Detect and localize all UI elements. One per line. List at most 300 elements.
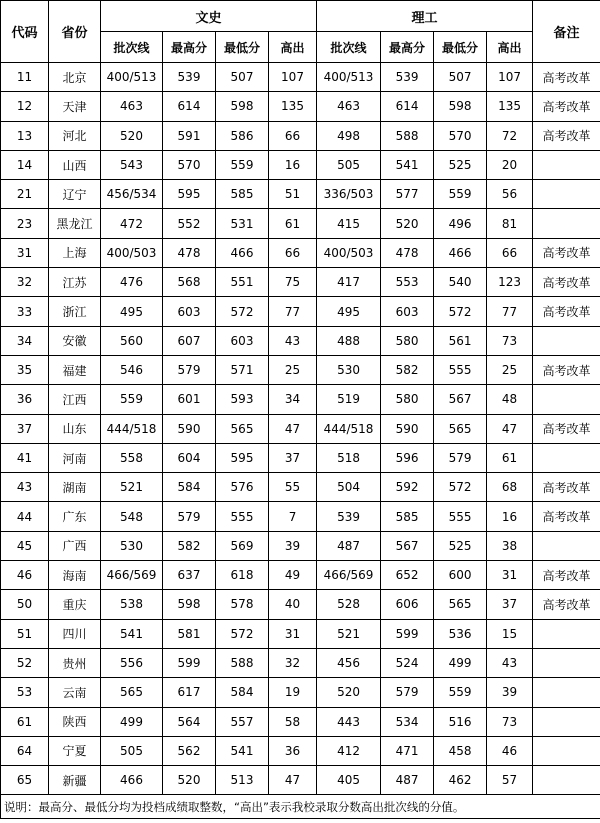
wen-min-cell: 588 [216,648,269,677]
wen-diff-cell: 75 [269,268,317,297]
li-diff-cell: 16 [487,502,533,531]
li-batch-cell: 400/503 [317,238,381,267]
wen-batch-cell: 546 [101,355,163,384]
wen-min-cell: 584 [216,678,269,707]
wen-min-cell: 572 [216,619,269,648]
table-row [1,268,600,297]
li-diff-cell: 56 [487,180,533,209]
wen-min-cell: 585 [216,180,269,209]
wen-batch-cell: 559 [101,385,163,414]
wen-max-cell: 520 [163,766,216,795]
code-cell: 43 [1,473,49,502]
wen-batch-cell: 495 [101,297,163,326]
code-cell: 13 [1,121,49,150]
wen-max-cell: 579 [163,355,216,384]
wen-min-cell: 593 [216,385,269,414]
wen-max-cell: 607 [163,326,216,355]
li-batch-cell: 466/569 [317,561,381,590]
remark-cell [533,150,600,179]
wen-batch-cell: 543 [101,150,163,179]
remark-cell [533,648,600,677]
wen-diff-cell: 47 [269,766,317,795]
li-max-cell: 580 [381,385,434,414]
remark-cell [533,180,600,209]
li-batch-cell: 518 [317,443,381,472]
wen-max-cell: 552 [163,209,216,238]
table-row [1,355,600,384]
code-cell: 41 [1,443,49,472]
province-cell: 广西 [49,531,101,560]
wen-max-cell: 591 [163,121,216,150]
li-min-cell: 525 [434,531,487,560]
wen-batch-cell: 548 [101,502,163,531]
wen-max-cell: 478 [163,238,216,267]
wen-max-cell: 562 [163,736,216,765]
li-max-cell: 592 [381,473,434,502]
remark-cell [533,707,600,736]
wen-batch-cell: 556 [101,648,163,677]
wen-max-cell: 601 [163,385,216,414]
wen-batch-cell: 400/503 [101,238,163,267]
wen-max-cell: 604 [163,443,216,472]
province-cell: 河北 [49,121,101,150]
wen-min-cell: 559 [216,150,269,179]
remark-cell [533,326,600,355]
wen-min-cell: 595 [216,443,269,472]
li-min-cell: 559 [434,180,487,209]
wen-max-cell: 614 [163,92,216,121]
code-cell: 12 [1,92,49,121]
li-diff-cell: 61 [487,443,533,472]
code-cell: 45 [1,531,49,560]
li-max-cell: 520 [381,209,434,238]
wen-batch-cell: 520 [101,121,163,150]
li-min-cell: 565 [434,590,487,619]
remark-cell: 高考改革 [533,590,600,619]
code-cell: 61 [1,707,49,736]
remark-cell: 高考改革 [533,561,600,590]
li-batch-cell: 488 [317,326,381,355]
wen-diff-cell: 58 [269,707,317,736]
li-batch-cell: 415 [317,209,381,238]
wen-diff-cell: 7 [269,502,317,531]
li-max-cell: 524 [381,648,434,677]
li-max-cell: 577 [381,180,434,209]
li-min-cell: 555 [434,355,487,384]
li-min-cell: 570 [434,121,487,150]
wen-min-cell: 513 [216,766,269,795]
li-batch-cell: 463 [317,92,381,121]
wen-max-cell: 584 [163,473,216,502]
li-batch-cell: 528 [317,590,381,619]
li-diff-cell: 39 [487,678,533,707]
li-min-cell: 536 [434,619,487,648]
table-row [1,209,600,238]
wen-max-cell: 599 [163,648,216,677]
wen-min-cell: 541 [216,736,269,765]
province-cell: 重庆 [49,590,101,619]
wen-min-cell: 531 [216,209,269,238]
wen-min-cell: 598 [216,92,269,121]
li-diff-cell: 66 [487,238,533,267]
province-cell: 广东 [49,502,101,531]
li-diff-cell: 73 [487,326,533,355]
wen-batch-cell: 538 [101,590,163,619]
province-cell: 山东 [49,414,101,443]
table-body [1,63,600,795]
province-cell: 浙江 [49,297,101,326]
code-cell: 52 [1,648,49,677]
li-diff-cell: 46 [487,736,533,765]
li-max-cell: 596 [381,443,434,472]
li-max-cell: 614 [381,92,434,121]
li-batch-cell: 520 [317,678,381,707]
li-min-cell: 458 [434,736,487,765]
wen-diff-cell: 47 [269,414,317,443]
table-row [1,736,600,765]
li-diff-cell: 15 [487,619,533,648]
li-diff-cell: 123 [487,268,533,297]
li-diff-cell: 47 [487,414,533,443]
wen-batch-cell: 476 [101,268,163,297]
table-row [1,531,600,560]
wen-diff-cell: 16 [269,150,317,179]
remark-cell [533,678,600,707]
province-cell: 江西 [49,385,101,414]
wen-batch-cell: 456/534 [101,180,163,209]
wen-batch-cell: 444/518 [101,414,163,443]
province-cell: 江苏 [49,268,101,297]
li-max-cell: 599 [381,619,434,648]
li-diff-cell: 77 [487,297,533,326]
province-cell: 湖南 [49,473,101,502]
code-cell: 35 [1,355,49,384]
li-batch-cell: 505 [317,150,381,179]
table-row [1,150,600,179]
wen-batch-cell: 463 [101,92,163,121]
wen-min-cell: 555 [216,502,269,531]
header-wen-min: 最低分 [216,32,269,63]
header-wen-batch: 批次线 [101,32,163,63]
wen-diff-cell: 36 [269,736,317,765]
wen-diff-cell: 25 [269,355,317,384]
wen-batch-cell: 499 [101,707,163,736]
li-batch-cell: 336/503 [317,180,381,209]
remark-cell: 高考改革 [533,63,600,92]
wen-min-cell: 569 [216,531,269,560]
li-min-cell: 525 [434,150,487,179]
code-cell: 11 [1,63,49,92]
li-min-cell: 579 [434,443,487,472]
remark-cell: 高考改革 [533,502,600,531]
table-note: 说明：最高分、最低分均为投档成绩取整数，“高出”表示我校录取分数高出批次线的分值。 [1,795,600,819]
code-cell: 23 [1,209,49,238]
li-batch-cell: 443 [317,707,381,736]
remark-cell [533,385,600,414]
table-header [1,1,600,63]
li-diff-cell: 57 [487,766,533,795]
li-diff-cell: 135 [487,92,533,121]
wen-batch-cell: 466/569 [101,561,163,590]
code-cell: 32 [1,268,49,297]
table-row [1,619,600,648]
wen-batch-cell: 541 [101,619,163,648]
table-row [1,92,600,121]
li-diff-cell: 43 [487,648,533,677]
wen-diff-cell: 135 [269,92,317,121]
remark-cell [533,736,600,765]
li-diff-cell: 37 [487,590,533,619]
wen-batch-cell: 558 [101,443,163,472]
table-row [1,766,600,795]
li-min-cell: 598 [434,92,487,121]
code-cell: 37 [1,414,49,443]
li-min-cell: 561 [434,326,487,355]
remark-cell: 高考改革 [533,414,600,443]
remark-cell [533,619,600,648]
wen-min-cell: 586 [216,121,269,150]
province-cell: 宁夏 [49,736,101,765]
wen-min-cell: 618 [216,561,269,590]
province-cell: 北京 [49,63,101,92]
remark-cell: 高考改革 [533,238,600,267]
header-li-min: 最低分 [434,32,487,63]
remark-cell: 高考改革 [533,473,600,502]
wen-diff-cell: 31 [269,619,317,648]
wen-diff-cell: 66 [269,121,317,150]
remark-cell [533,531,600,560]
li-max-cell: 553 [381,268,434,297]
province-cell: 贵州 [49,648,101,677]
remark-cell: 高考改革 [533,92,600,121]
li-min-cell: 567 [434,385,487,414]
remark-cell [533,766,600,795]
li-min-cell: 516 [434,707,487,736]
wen-diff-cell: 51 [269,180,317,209]
li-max-cell: 534 [381,707,434,736]
li-min-cell: 496 [434,209,487,238]
li-diff-cell: 81 [487,209,533,238]
wen-max-cell: 617 [163,678,216,707]
li-batch-cell: 444/518 [317,414,381,443]
header-wenshi: 文史 [101,1,317,32]
li-max-cell: 579 [381,678,434,707]
wen-batch-cell: 400/513 [101,63,163,92]
li-min-cell: 572 [434,297,487,326]
header-wen-diff: 高出 [269,32,317,63]
li-max-cell: 652 [381,561,434,590]
li-diff-cell: 31 [487,561,533,590]
code-cell: 46 [1,561,49,590]
li-min-cell: 499 [434,648,487,677]
remark-cell [533,209,600,238]
li-batch-cell: 498 [317,121,381,150]
remark-cell: 高考改革 [533,355,600,384]
table-row [1,414,600,443]
li-min-cell: 572 [434,473,487,502]
wen-batch-cell: 530 [101,531,163,560]
table-row [1,502,600,531]
li-diff-cell: 25 [487,355,533,384]
li-diff-cell: 73 [487,707,533,736]
wen-min-cell: 572 [216,297,269,326]
wen-max-cell: 595 [163,180,216,209]
wen-diff-cell: 39 [269,531,317,560]
wen-max-cell: 568 [163,268,216,297]
wen-diff-cell: 77 [269,297,317,326]
remark-cell [533,443,600,472]
li-batch-cell: 530 [317,355,381,384]
code-cell: 14 [1,150,49,179]
li-batch-cell: 487 [317,531,381,560]
wen-min-cell: 557 [216,707,269,736]
province-cell: 河南 [49,443,101,472]
code-cell: 33 [1,297,49,326]
li-diff-cell: 38 [487,531,533,560]
header-ligong: 理工 [317,1,533,32]
table-row [1,121,600,150]
wen-max-cell: 603 [163,297,216,326]
code-cell: 34 [1,326,49,355]
province-cell: 四川 [49,619,101,648]
header-code: 代码 [1,1,49,63]
li-batch-cell: 400/513 [317,63,381,92]
li-batch-cell: 412 [317,736,381,765]
li-diff-cell: 107 [487,63,533,92]
remark-cell: 高考改革 [533,121,600,150]
code-cell: 31 [1,238,49,267]
province-cell: 云南 [49,678,101,707]
li-batch-cell: 456 [317,648,381,677]
li-max-cell: 541 [381,150,434,179]
wen-batch-cell: 560 [101,326,163,355]
wen-max-cell: 582 [163,531,216,560]
remark-cell: 高考改革 [533,268,600,297]
li-batch-cell: 405 [317,766,381,795]
code-cell: 51 [1,619,49,648]
wen-diff-cell: 37 [269,443,317,472]
code-cell: 65 [1,766,49,795]
li-max-cell: 471 [381,736,434,765]
wen-min-cell: 466 [216,238,269,267]
province-cell: 陕西 [49,707,101,736]
wen-batch-cell: 466 [101,766,163,795]
li-batch-cell: 495 [317,297,381,326]
code-cell: 21 [1,180,49,209]
li-max-cell: 567 [381,531,434,560]
header-li-diff: 高出 [487,32,533,63]
wen-max-cell: 637 [163,561,216,590]
wen-min-cell: 578 [216,590,269,619]
li-max-cell: 539 [381,63,434,92]
wen-diff-cell: 40 [269,590,317,619]
province-cell: 山西 [49,150,101,179]
li-max-cell: 580 [381,326,434,355]
li-batch-cell: 521 [317,619,381,648]
header-wen-max: 最高分 [163,32,216,63]
table-row [1,561,600,590]
remark-cell: 高考改革 [533,297,600,326]
code-cell: 64 [1,736,49,765]
li-max-cell: 487 [381,766,434,795]
code-cell: 53 [1,678,49,707]
wen-batch-cell: 505 [101,736,163,765]
table-row [1,648,600,677]
wen-max-cell: 598 [163,590,216,619]
code-cell: 36 [1,385,49,414]
wen-diff-cell: 107 [269,63,317,92]
header-remark: 备注 [533,1,600,63]
wen-min-cell: 571 [216,355,269,384]
table-row [1,297,600,326]
wen-diff-cell: 55 [269,473,317,502]
header-li-batch: 批次线 [317,32,381,63]
header-province: 省份 [49,1,101,63]
li-max-cell: 606 [381,590,434,619]
province-cell: 辽宁 [49,180,101,209]
province-cell: 安徽 [49,326,101,355]
li-min-cell: 559 [434,678,487,707]
province-cell: 新疆 [49,766,101,795]
wen-max-cell: 539 [163,63,216,92]
li-diff-cell: 68 [487,473,533,502]
li-max-cell: 603 [381,297,434,326]
wen-diff-cell: 49 [269,561,317,590]
table-row [1,473,600,502]
province-cell: 天津 [49,92,101,121]
li-min-cell: 462 [434,766,487,795]
li-diff-cell: 48 [487,385,533,414]
li-min-cell: 565 [434,414,487,443]
table-row [1,326,600,355]
header-li-max: 最高分 [381,32,434,63]
li-max-cell: 585 [381,502,434,531]
li-min-cell: 555 [434,502,487,531]
li-diff-cell: 72 [487,121,533,150]
li-min-cell: 466 [434,238,487,267]
wen-batch-cell: 472 [101,209,163,238]
li-batch-cell: 519 [317,385,381,414]
table-row [1,443,600,472]
li-max-cell: 478 [381,238,434,267]
wen-max-cell: 570 [163,150,216,179]
wen-min-cell: 551 [216,268,269,297]
table-row [1,707,600,736]
li-max-cell: 588 [381,121,434,150]
table-row [1,678,600,707]
li-batch-cell: 417 [317,268,381,297]
wen-diff-cell: 66 [269,238,317,267]
li-min-cell: 540 [434,268,487,297]
wen-min-cell: 576 [216,473,269,502]
wen-min-cell: 565 [216,414,269,443]
code-cell: 44 [1,502,49,531]
province-cell: 海南 [49,561,101,590]
wen-min-cell: 603 [216,326,269,355]
li-max-cell: 590 [381,414,434,443]
province-cell: 上海 [49,238,101,267]
wen-max-cell: 579 [163,502,216,531]
province-cell: 福建 [49,355,101,384]
wen-max-cell: 564 [163,707,216,736]
wen-diff-cell: 19 [269,678,317,707]
code-cell: 50 [1,590,49,619]
table-row [1,63,600,92]
province-cell: 黑龙江 [49,209,101,238]
li-min-cell: 600 [434,561,487,590]
table-row [1,385,600,414]
wen-diff-cell: 34 [269,385,317,414]
